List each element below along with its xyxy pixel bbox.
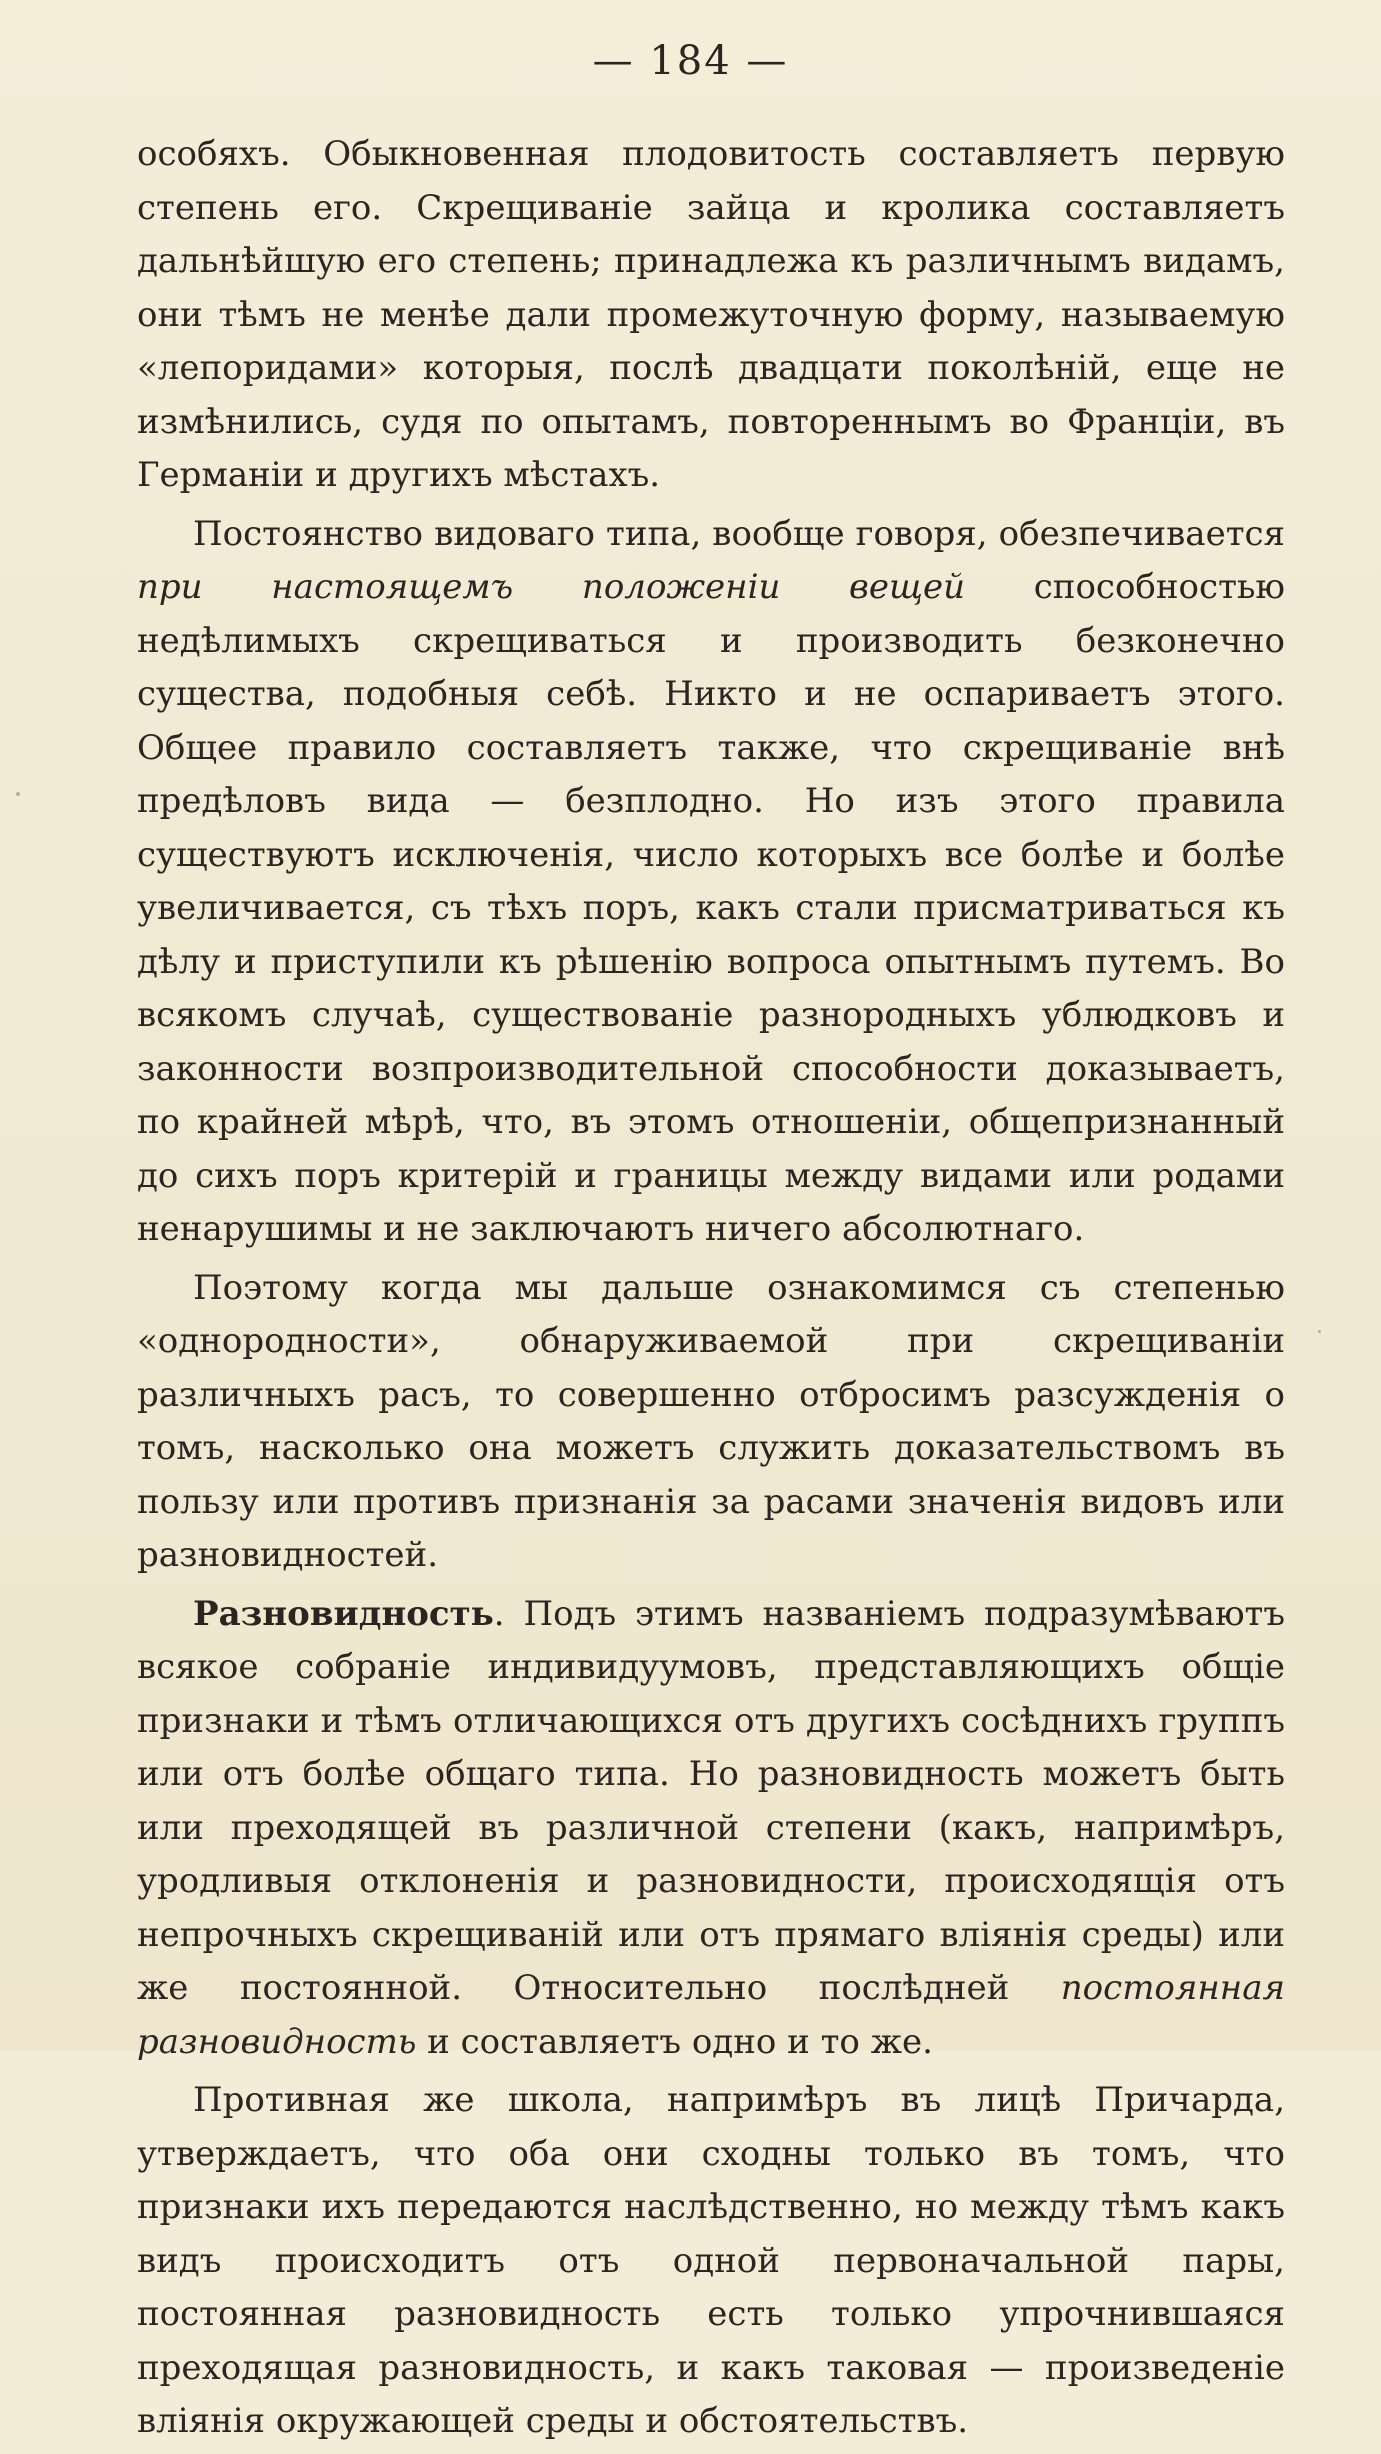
paragraph-2-text-b: способностью недѣлимыхъ скрещиваться и производить безконечно существа, подобныя себѣ. Никто и не оспариваетъ этого. Общее правило составляетъ также, что скрещиванiе внѣ предѣловъ вида — безплодно. Но изъ этого правила существуютъ исключенiя, число которыхъ все болѣе и болѣе увеличивается, съ тѣхъ поръ, какъ стали присматриваться къ дѣлу и приступили къ рѣшенiю вопроса опытнымъ путемъ. Во всякомъ случаѣ, существованiе разнородныхъ ублюдковъ и законности возпроизводительной способности доказываетъ, по крайней мѣрѣ, что, въ этомъ отношенiи, общепризнанный до сихъ поръ критерiй и границы между видами или родами ненарушимы и не заключаютъ ничего абсолютнаго.	[137, 567, 1285, 1249]
paragraph-4-text-b: и составляетъ одно и то же.	[416, 2021, 933, 2062]
paragraph-4-italic: постоянная разновидность	[137, 1968, 1285, 2062]
paragraph-3	[137, 1262, 1285, 1583]
paragraph-4-term: Разновидность	[193, 1593, 494, 1634]
paper-speck	[1318, 1330, 1321, 1333]
paragraph-3-text: Поэтому когда мы дальше ознакомимся съ степенью «однородности», обнаруживаемой при скрещиванiи различныхъ расъ, то совершенно отбросимъ разсужденiя о томъ, насколько она можетъ служить доказательствомъ въ пользу или противъ признанiя за расами значенiя видовъ или разновидностей.	[137, 1267, 1285, 1575]
paragraph-2-italic: при настоящемъ положенiи вещей	[137, 567, 966, 607]
paragraph-2	[137, 508, 1285, 1257]
paper-speck	[16, 792, 20, 796]
paragraph-1-text: особяхъ. Обыкновенная плодовитость составляетъ первую степень его. Скрещиванiе зайца и кролика составляетъ дальнѣйшую его степень; принадлежа къ различнымъ видамъ, они тѣмъ не менѣе дали промежуточную форму, называемую «лепоридами» которыя, послѣ двадцати поколѣнiй, еще не измѣнились, судя по опытамъ, повтореннымъ во Францiи, въ Германiи и другихъ мѣстахъ.	[137, 134, 1285, 495]
paragraph-4-text-a: . Подъ этимъ названiемъ подразумѣваютъ всякое собранiе индивидуумовъ, представляющихъ общiе признаки и тѣмъ отличающихся отъ другихъ сосѣднихъ группъ или отъ болѣе общаго типа. Но разновидность можетъ быть или преходящей въ различной степени (какъ, напримѣръ, уродливыя отклоненiя и разновидности, происходящiя отъ непрочныхъ скрещиванiй или отъ прямаго влiянiя среды) или же постоянной. Относительно послѣдней	[137, 1593, 1285, 2008]
paragraph-5	[137, 2074, 1285, 2449]
paragraph-2-text-a: Постоянство видоваго типа, вообще говоря, обезпечивается	[193, 513, 1285, 554]
page-number: — 184 —	[592, 38, 789, 84]
paragraph-5-text: Противная же школа, напримѣръ въ лицѣ Причарда, утверждаетъ, что оба они сходны только въ томъ, что признаки ихъ передаются наслѣдственно, но между тѣмъ какъ видъ происходитъ отъ одной первоначальной пары, постоянная разновидность есть только упрочнившаяся преходящая разновидность, и какъ таковая — произведенiе влiянiя окружающей среды и обстоятельствъ.	[137, 2080, 1285, 2441]
paragraph-1	[137, 128, 1285, 503]
body-text	[137, 128, 1285, 2454]
paragraph-4	[137, 1588, 1285, 2070]
